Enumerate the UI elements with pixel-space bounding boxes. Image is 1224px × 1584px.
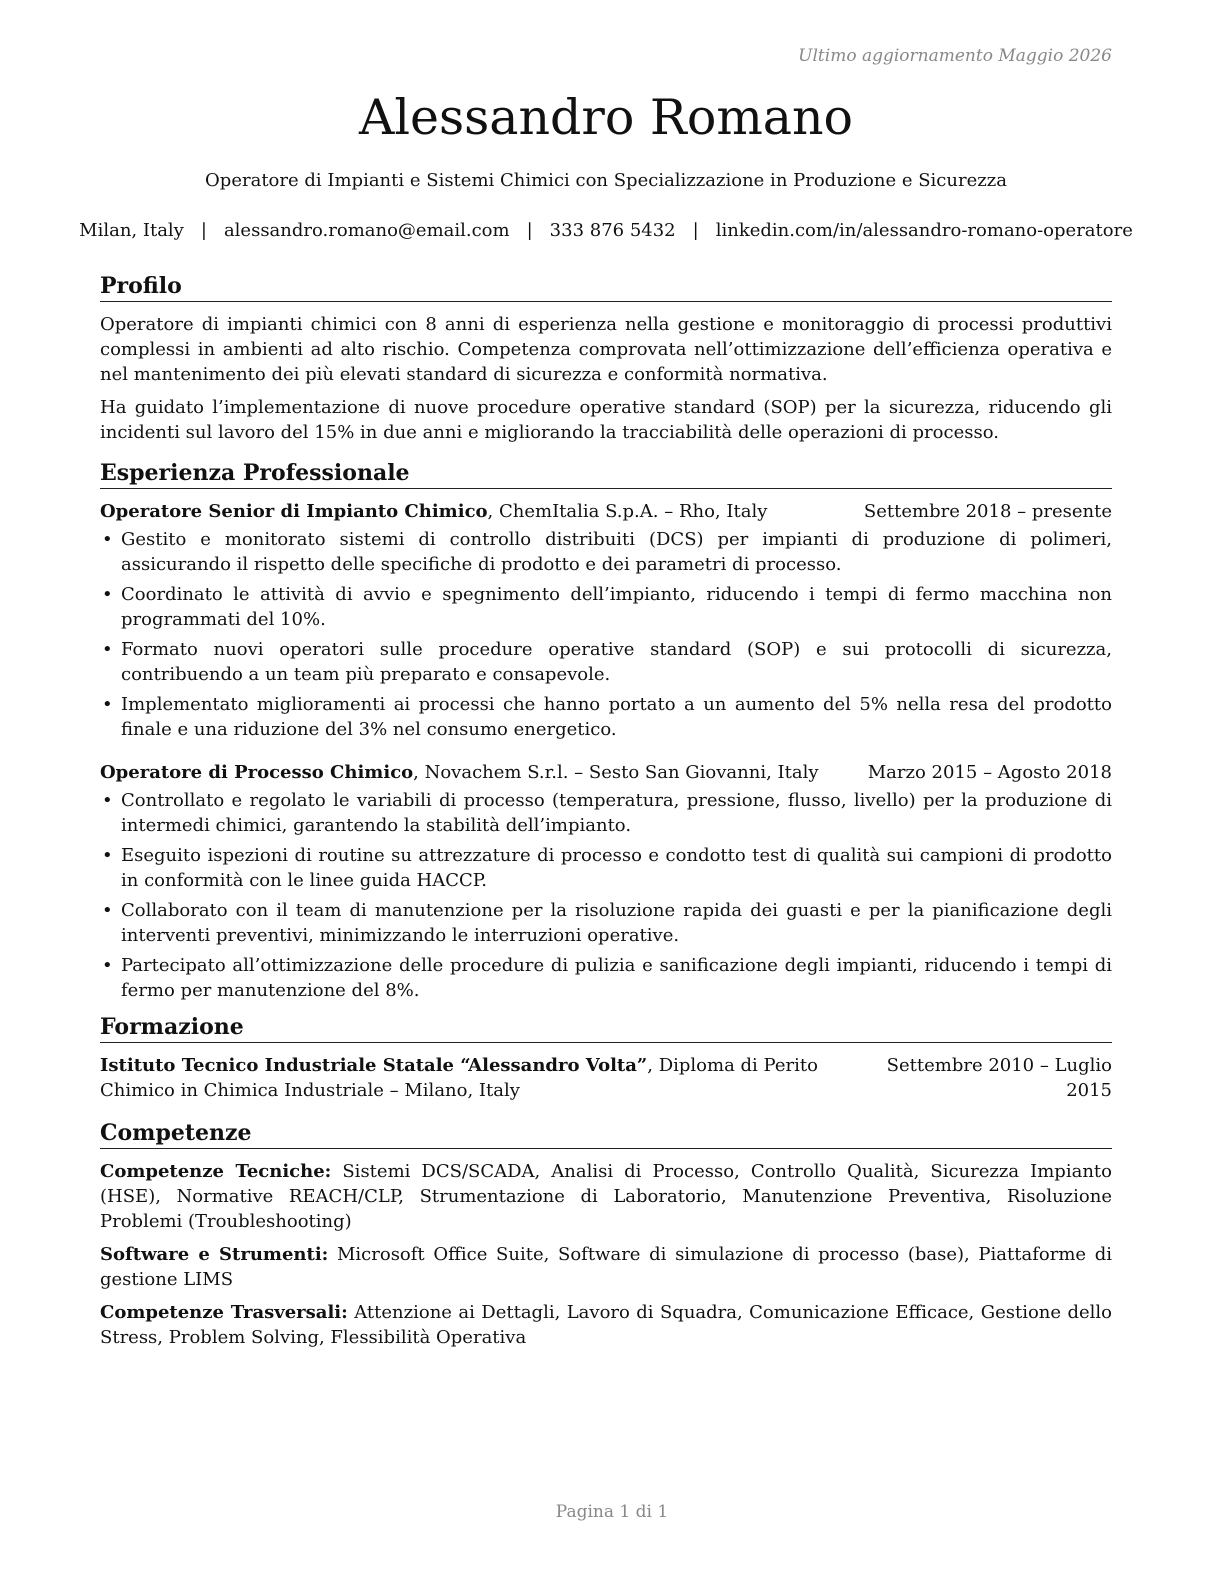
skill-label: Software e Strumenti: xyxy=(100,1244,329,1265)
job-bullets xyxy=(100,788,1112,1003)
contact-linkedin[interactable]: linkedin.com/in/alessandro-romano-operatore xyxy=(715,220,1133,241)
education-section xyxy=(100,1013,1112,1103)
section-title-skills: Competenze xyxy=(100,1119,1112,1149)
job-role: Operatore di Processo Chimico xyxy=(100,762,414,783)
job-company: , ChemItalia S.p.A. – Rho, Italy xyxy=(487,501,768,522)
section-title-experience: Esperienza Professionale xyxy=(100,459,1112,489)
skill-group xyxy=(100,1242,1112,1292)
job-bullet: • Partecipato all’ottimizzazione delle procedure di pulizia e sanificazione degli impianti, riducendo i tempi di fermo per manutenzione del 8%. xyxy=(100,953,1112,1003)
section-title-profile: Profilo xyxy=(100,272,1112,302)
skill-group xyxy=(100,1300,1112,1350)
job-role: Operatore Senior di Impianto Chimico xyxy=(100,501,488,522)
contact-separator: | xyxy=(692,220,699,241)
education-entry xyxy=(100,1053,1112,1103)
skill-text: Sistemi DCS/SCADA, Analisi di Processo, Controllo Qualità, Sicurezza Impianto (HSE), Normative REACH/CLP, Strumentazione di Laboratorio, Manutenzione Preventiva, Risoluzione Problemi (Troubleshooting) xyxy=(100,1161,1112,1232)
skill-text: Attenzione ai Dettagli, Lavoro di Squadra, Comunicazione Efficace, Gestione dello Stress, Problem Solving, Flessibilità Operativa xyxy=(100,1302,1112,1348)
section-title-education: Formazione xyxy=(100,1013,1112,1043)
profile-paragraph: Ha guidato l’implementazione di nuove procedure operative standard (SOP) per la sicurezza, riducendo gli incidenti sul lavoro del 15% in due anni e migliorando la tracciabilità delle operazioni di processo. xyxy=(100,397,1112,443)
resume-content xyxy=(100,272,1112,1358)
job-bullet: • Coordinato le attività di avvio e spegnimento dell’impianto, riducendo i tempi di fermo macchina non programmati del 10%. xyxy=(100,582,1112,632)
job-entry xyxy=(100,499,1112,742)
skill-label: Competenze Tecniche: xyxy=(100,1161,332,1182)
job-header xyxy=(100,499,1112,524)
skill-group xyxy=(100,1159,1112,1234)
job-bullet: • Implementato miglioramenti ai processi che hanno portato a un aumento del 5% nella resa del prodotto finale e una riduzione del 3% nel consumo energetico. xyxy=(100,692,1112,742)
contact-phone: 333 876 5432 xyxy=(549,220,676,241)
job-bullet: • Gestito e monitorato sistemi di controllo distribuiti (DCS) per impianti di produzione di polimeri, assicurando il rispetto delle specifiche di prodotto e dei parametri di processo. xyxy=(100,527,1112,577)
skill-text: Microsoft Office Suite, Software di simulazione di processo (base), Piattaforme di gestione LIMS xyxy=(100,1244,1112,1290)
education-dates: Settembre 2010 – Luglio 2015 xyxy=(886,1055,1112,1101)
job-bullet: • Collaborato con il team di manutenzione per la risoluzione rapida dei guasti e per la pianificazione degli interventi preventivi, minimizzando le interruzioni operative. xyxy=(100,898,1112,948)
contact-separator: | xyxy=(200,220,207,241)
profile-paragraph: Operatore di impianti chimici con 8 anni di esperienza nella gestione e monitoraggio di processi produttivi complessi in ambienti ad alto rischio. Competenza comprovata nell’ottimizzazione dell’efficienza operativa e nel mantenimento dei più elevati standard di sicurezza e conformità normativa. xyxy=(100,314,1112,385)
page-number: Pagina 1 di 1 xyxy=(555,1502,669,1522)
job-bullets xyxy=(100,527,1112,742)
job-bullet: • Formato nuovi operatori sulle procedure operative standard (SOP) e sui protocolli di sicurezza, contribuendo a un team più preparato e consapevole. xyxy=(100,637,1112,687)
job-company: , Novachem S.r.l. – Sesto San Giovanni, Italy xyxy=(413,762,819,783)
profile-section xyxy=(100,272,1112,445)
contact-separator: | xyxy=(526,220,533,241)
job-header xyxy=(100,760,1112,785)
last-updated: Ultimo aggiornamento Maggio 2026 xyxy=(798,46,1112,66)
job-dates: Marzo 2015 – Agosto 2018 xyxy=(867,762,1112,783)
skills-section xyxy=(100,1119,1112,1350)
education-detail: , Diploma di Perito Chimico in Chimica Industriale – Milano, Italy xyxy=(100,1055,818,1101)
job-dates: Settembre 2018 – presente xyxy=(863,501,1112,522)
education-school: Istituto Tecnico Industriale Statale “Alessandro Volta” xyxy=(100,1055,648,1076)
job-bullet: • Eseguito ispezioni di routine su attrezzature di processo e condotto test di qualità sui campioni di prodotto in conformità con le linee guida HACCP. xyxy=(100,843,1112,893)
job-entry xyxy=(100,760,1112,1003)
tagline: Operatore di Impianti e Sistemi Chimici con Specializzazione in Produzione e Sicurezza xyxy=(205,170,1007,191)
contact-location: Milan, Italy xyxy=(79,220,184,241)
job-bullet: • Controllato e regolato le variabili di processo (temperatura, pressione, flusso, livello) per la produzione di intermedi chimici, garantendo la stabilità dell’impianto. xyxy=(100,788,1112,838)
contact-email[interactable]: alessandro.romano@email.com xyxy=(223,220,510,241)
skill-label: Competenze Trasversali: xyxy=(100,1302,348,1323)
candidate-name: Alessandro Romano xyxy=(358,89,854,146)
contact-line xyxy=(79,218,1133,243)
experience-section xyxy=(100,459,1112,1003)
